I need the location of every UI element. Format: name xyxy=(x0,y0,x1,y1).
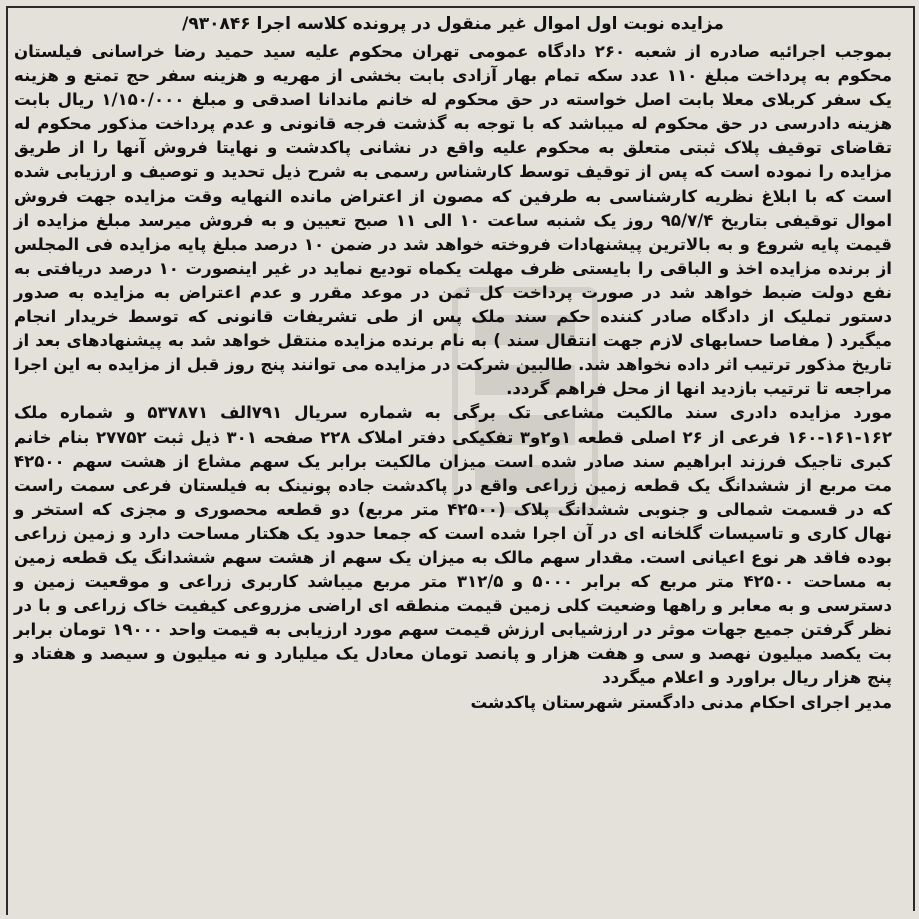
notice-paragraph-2: مورد مزایده دادری سند مالکیت مشاعی تک برگی به شماره سریال ۷۹۱الف ۵۳۷۸۷۱ و شماره ملک ۱۶۲-۱۶۱-۱۶۰ فرعی از ۲۶ اصلی قطعه ۱و۲و۳ تفکیکی دفتر املاک ۲۲۸ صفحه ۳۰۱ ذیل ثبت ۲۷۷۵۲ بنام خانم کبری تاجیک فرزند ابراهیم سند صادر شده است میزان مالکیت برابر یک سهم مشاع از هشت سهم ۴۲۵۰۰ مت مربع از ششدانگ یک قطعه زمین زراعی واقع در پاکدشت جاده پونینک به فیلستان فرعی سمت راست که در قسمت شمالی و جنوبی ششدانگ پلاک (۴۲۵۰۰ متر مربع) دو قطعه محصوری و مجزی که استخر و نهال کاری و تاسیسات گلخانه ای در آن اجرا شده است که جمعا حدود یک هکتار مساحت دارد و زمین زراعی بوده فاقد هر نوع اعیانی است. مقدار سهم مالک به میزان یک سهم از هشت سهم ششدانگ یک قطعه زمین به مساحت ۴۲۵۰۰ متر مربع که برابر ۵۰۰۰ و ۳۱۲/۵ متر مربع میباشد کاربری زراعی و موقعیت زمین و دسترسی و به معابر و راهها وضعیت کلی زمین قیمت منطقه ای اراضی مزروعی کیفیت خاک زراعی و با در نظر گرفتن جمیع جهات موثر در ارزشیابی ارزش قیمت سهم مورد ارزیابی به قیمت واحد ۱۹۰۰۰ تومان برابر بت یکصد میلیون نهصد و سی و هفت هزار و پانصد تومان معادل یک میلیارد و نه میلیون و سیصد و هفتاد و پنج هزار ریال براورد و اعلام میگردد xyxy=(14,403,893,688)
notice-signature: مدیر اجرای احکام مدنی دادگستر شهرستان پاکدشت xyxy=(470,692,892,712)
notice-border-right xyxy=(913,6,915,911)
notice-title: مزایده نوبت اول اموال غیر منقول در پرونده کلاسه اجرا ۹۳۰۸۴۶/ xyxy=(182,14,724,34)
notice-paragraph-1: بموجب اجرائیه صادره از شعبه ۲۶۰ دادگاه عمومی تهران محکوم علیه سید حمید رضا خراسانی فیلستان محکوم به پرداخت مبلغ ۱۱۰ عدد سکه تمام بهار آزادی بابت بخشی از مهریه و هزینه سفر حج تمتع و هزینه یک سفر کربلای معلا بابت اصل خواسته در حق محکوم له خانم ماندانا اصدقی و مبلغ ۱/۱۵۰/۰۰۰ ریال بابت هزینه دادرسی در حق محکوم له میباشد که با توجه به گذشت فرجه قانونی و عدم پرداخت مذکور محکوم له تقاضای توقیف پلاک ثبتی متعلق به محکوم علیه واقع در نشانی پاکدشت و نهایتا فروش آنها را از طریق مزایده را نموده است که پس از توقیف توسط کارشناس رسمی به شرح ذیل تحدید و توصیف و ارزیابی شده است که با ابلاغ نظریه کارشناسی به طرفین که مصون از اعتراض مانده النهایه وقت مزایده جهت فروش اموال توقیفی بتاریخ ۹۵/۷/۴ روز یک شنبه ساعت ۱۰ الی ۱۱ صبح تعیین و به فروش میرسد مبلغ مزایده از قیمت پایه شروع و به بالاترین پیشنهادات فروخته خواهد شد در ضمن ۱۰ درصد مبلغ پایه مزایده فی المجلس از برنده مزایده اخذ و الباقی را بایستی ظرف مهلت یکماه تودیع نماید در غیر اینصورت ۱۰ درصد دریافتی به نفع دولت ضبط خواهد شد در صورت پرداخت کل ثمن در موعد مقرر و عدم اعتراض به مزایده به صدور دستور تملیک از دادگاه صادر کننده حکم سند ملک پس از طی تشریفات قانونی که توسط خریدار انجام میگیرد ( مفاصا حسابهای لازم جهت انتقال سند ) به نام برنده مزایده منتقل خواهد شد به پیشنهادهای بعد از تاریخ مذکور ترتیب اثر داده نخواهد شد. طالبین شرکت در مزایده می توانند پنج روز قبل از مزایده به این اجرا مراجعه تا ترتیب بازدید انها از محل فراهم گردد. xyxy=(14,42,893,399)
notice-body xyxy=(14,40,892,715)
